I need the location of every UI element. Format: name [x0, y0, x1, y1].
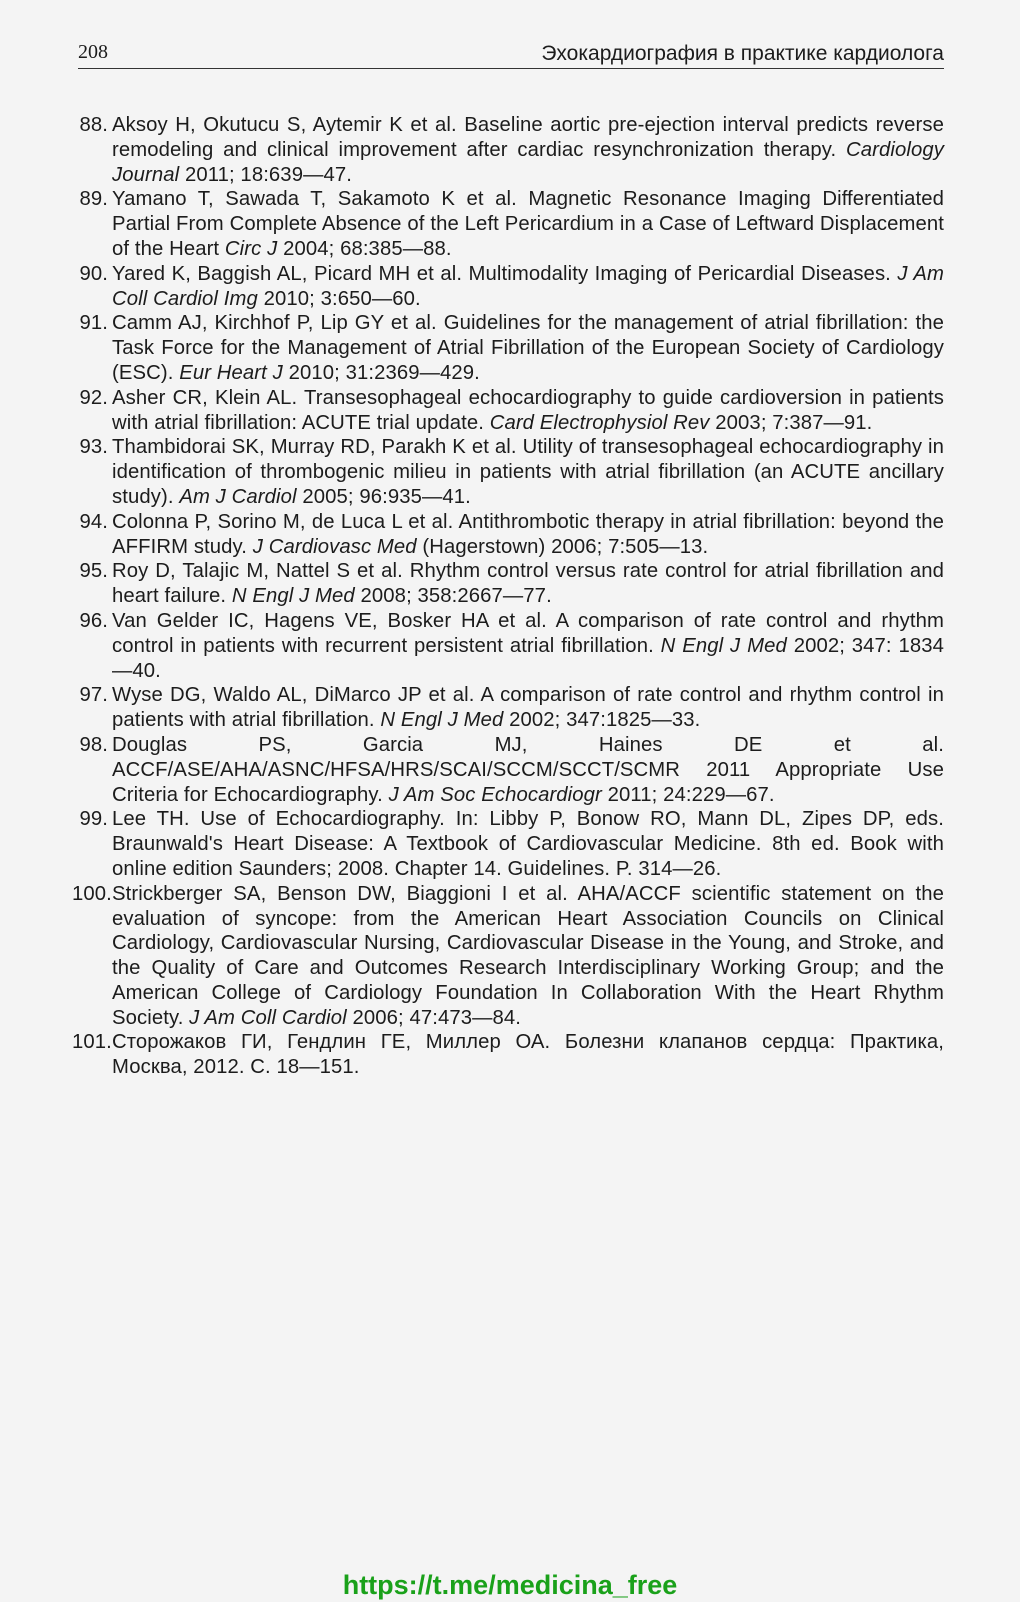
reference-number: 93. [79, 436, 108, 459]
reference-citation: 2010; 3:650—60. [257, 287, 421, 310]
reference-citation: 2004; 68:385—88. [277, 237, 452, 260]
reference-citation: 2002; 347:1825—33. [503, 709, 701, 732]
reference-item [72, 386, 944, 436]
reference-citation: 2006; 47:473—84. [346, 1006, 522, 1029]
reference-text [112, 559, 944, 609]
reference-item [72, 262, 944, 312]
reference-citation: 2003; 7:387—91. [709, 411, 873, 434]
page-number: 208 [78, 41, 108, 63]
reference-number: 98. [79, 733, 108, 756]
reference-text [112, 882, 944, 1031]
reference-text [112, 609, 944, 683]
reference-item [72, 807, 944, 881]
reference-text [112, 262, 944, 312]
reference-journal: Cardiology Journal [112, 138, 944, 186]
reference-number: 92. [79, 386, 108, 409]
reference-body: Yared K, Baggish AL, Picard MH et al. Multimodality Imaging of Pericardial Diseases. [112, 262, 898, 285]
reference-body: Colonna P, Sorino M, de Luca L et al. Antithrombotic therapy in atrial fibrillation: beyond the AFFIRM study. [112, 510, 944, 558]
reference-text [112, 510, 944, 560]
reference-citation: 2005; 96:935—41. [296, 485, 471, 508]
reference-item [72, 559, 944, 609]
reference-text [112, 807, 944, 881]
reference-body: Asher CR, Klein AL. Transesophageal echocardiography to guide cardioversion in patients with atrial fibrillation: ACUTE trial update. [112, 386, 944, 434]
reference-text [112, 733, 944, 807]
reference-text [112, 113, 944, 187]
reference-item [72, 1030, 944, 1080]
reference-journal: Card Electrophysiol Rev [489, 411, 710, 434]
reference-number: 90. [79, 262, 108, 285]
reference-citation: 2011; 18:639—47. [179, 163, 352, 186]
reference-item [72, 113, 944, 187]
reference-journal: Circ J [224, 237, 278, 260]
reference-body: Roy D, Talajic M, Nattel S et al. Rhythm control versus rate control for atrial fibrillation and heart failure. [112, 560, 944, 608]
reference-text [112, 311, 944, 385]
running-title: Эхокардиография в практике кардиолога [541, 42, 944, 65]
reference-journal: J Am Coll Cardiol Img [112, 262, 944, 310]
reference-item [72, 882, 944, 1031]
reference-body: Van Gelder IC, Hagens VE, Bosker HA et al. A comparison of rate control and rhythm control in patients with recurrent persistent atrial fibrillation. [112, 609, 944, 657]
reference-body: Douglas PS, Garcia MJ, Haines DE et al. ACCF/ASE/AHA/ASNC/HFSA/HRS/SCAI/SCCM/SCCT/SCMR 2011 Appropriate Use Criteria for Echocardiography. [112, 733, 944, 806]
reference-number: 94. [79, 510, 108, 533]
reference-number: 89. [79, 188, 108, 211]
reference-number: 100. [72, 882, 112, 905]
reference-number: 95. [79, 560, 108, 583]
page-header [78, 38, 944, 69]
reference-journal: N Engl J Med [380, 709, 504, 732]
reference-list [72, 113, 944, 1080]
reference-number: 88. [79, 114, 108, 136]
reference-body: Wyse DG, Waldo AL, DiMarco JP et al. A comparison of rate control and rhythm control in patients with atrial fibrillation. [112, 684, 944, 732]
reference-body: Camm AJ, Kirchhof P, Lip GY et al. Guidelines for the management of atrial fibrillation: the Task Force for the Management of Atrial Fibrillation of the European Society of Cardiology (ESC). [112, 312, 944, 384]
reference-citation: 2008; 358:2667—77. [354, 585, 552, 608]
reference-body: Strickberger SA, Benson DW, Biaggioni I et al. AHA/ACCF scientific statement on the evaluation of syncope: from the American Heart Association Councils on Clinical Cardiology, Cardiovascular Nursing, Cardiovascular Disease in the Young, and Stroke, and the Quality of Care and Outcomes Research Interdisciplinary Working Group; and the American College of Cardiology Foundation In Collaboration With the Heart Rhythm Society. [112, 882, 944, 1029]
reference-body: Lee TH. Use of Echocardiography. In: Libby P, Bonow RO, Mann DL, Zipes DP, eds. Braunwald's Heart Disease: A Textbook of Cardiovascular Medicine. 8th ed. Book with online edition Saunders; 2008. Chapter 14. Guidelines. P. 314—26. [112, 808, 944, 880]
reference-item [72, 733, 944, 807]
reference-journal: N Engl J Med [231, 585, 355, 608]
reference-item [72, 311, 944, 385]
reference-text [112, 1030, 944, 1080]
reference-citation: (Hagerstown) 2006; 7:505—13. [416, 535, 709, 558]
reference-journal: Eur Heart J [179, 361, 283, 384]
reference-citation: 2010; 31:2369—429. [282, 361, 480, 384]
reference-journal: J Am Soc Echocardiogr [388, 783, 602, 806]
reference-number: 96. [79, 609, 108, 632]
reference-number: 99. [79, 808, 108, 831]
reference-body: Thambidorai SK, Murray RD, Parakh K et al. Utility of transesophageal echocardiography in identification of thrombogenic milieu in patients with atrial fibrillation (an ACUTE ancillary study). [112, 436, 944, 508]
reference-item [72, 510, 944, 560]
reference-item [72, 683, 944, 733]
reference-body: Сторожаков ГИ, Гендлин ГЕ, Миллер ОА. Болезни клапанов сердца: Практика, Москва, 2012. С. 18—151. [112, 1031, 944, 1079]
reference-text [112, 435, 944, 509]
reference-number: 91. [79, 312, 108, 335]
reference-text [112, 683, 944, 733]
reference-citation: 2002; 347: 1834—40. [112, 634, 944, 682]
reference-journal: J Cardiovasc Med [252, 535, 417, 558]
reference-body: Yamano T, Sawada T, Sakamoto K et al. Magnetic Resonance Imaging Differentiated Partial From Complete Absence of the Left Pericardium in a Case of Leftward Displacement of the Heart [112, 188, 944, 260]
reference-item [72, 187, 944, 261]
reference-journal: J Am Coll Cardiol [189, 1006, 347, 1029]
reference-journal: N Engl J Med [660, 634, 787, 657]
reference-item [72, 435, 944, 509]
reference-item [72, 609, 944, 683]
reference-citation: 2011; 24:229—67. [601, 783, 775, 806]
reference-number: 97. [79, 684, 108, 707]
reference-number: 101. [72, 1031, 112, 1054]
watermark-link[interactable]: https://t.me/medicina_free [342, 1570, 678, 1600]
reference-text [112, 386, 944, 436]
reference-body: Aksoy H, Okutucu S, Aytemir K et al. Baseline aortic pre-ejection interval predicts reverse remodeling and clinical improvement after cardiac resynchronization therapy. [112, 114, 944, 161]
reference-text [112, 187, 944, 261]
reference-journal: Am J Cardiol [179, 485, 297, 508]
